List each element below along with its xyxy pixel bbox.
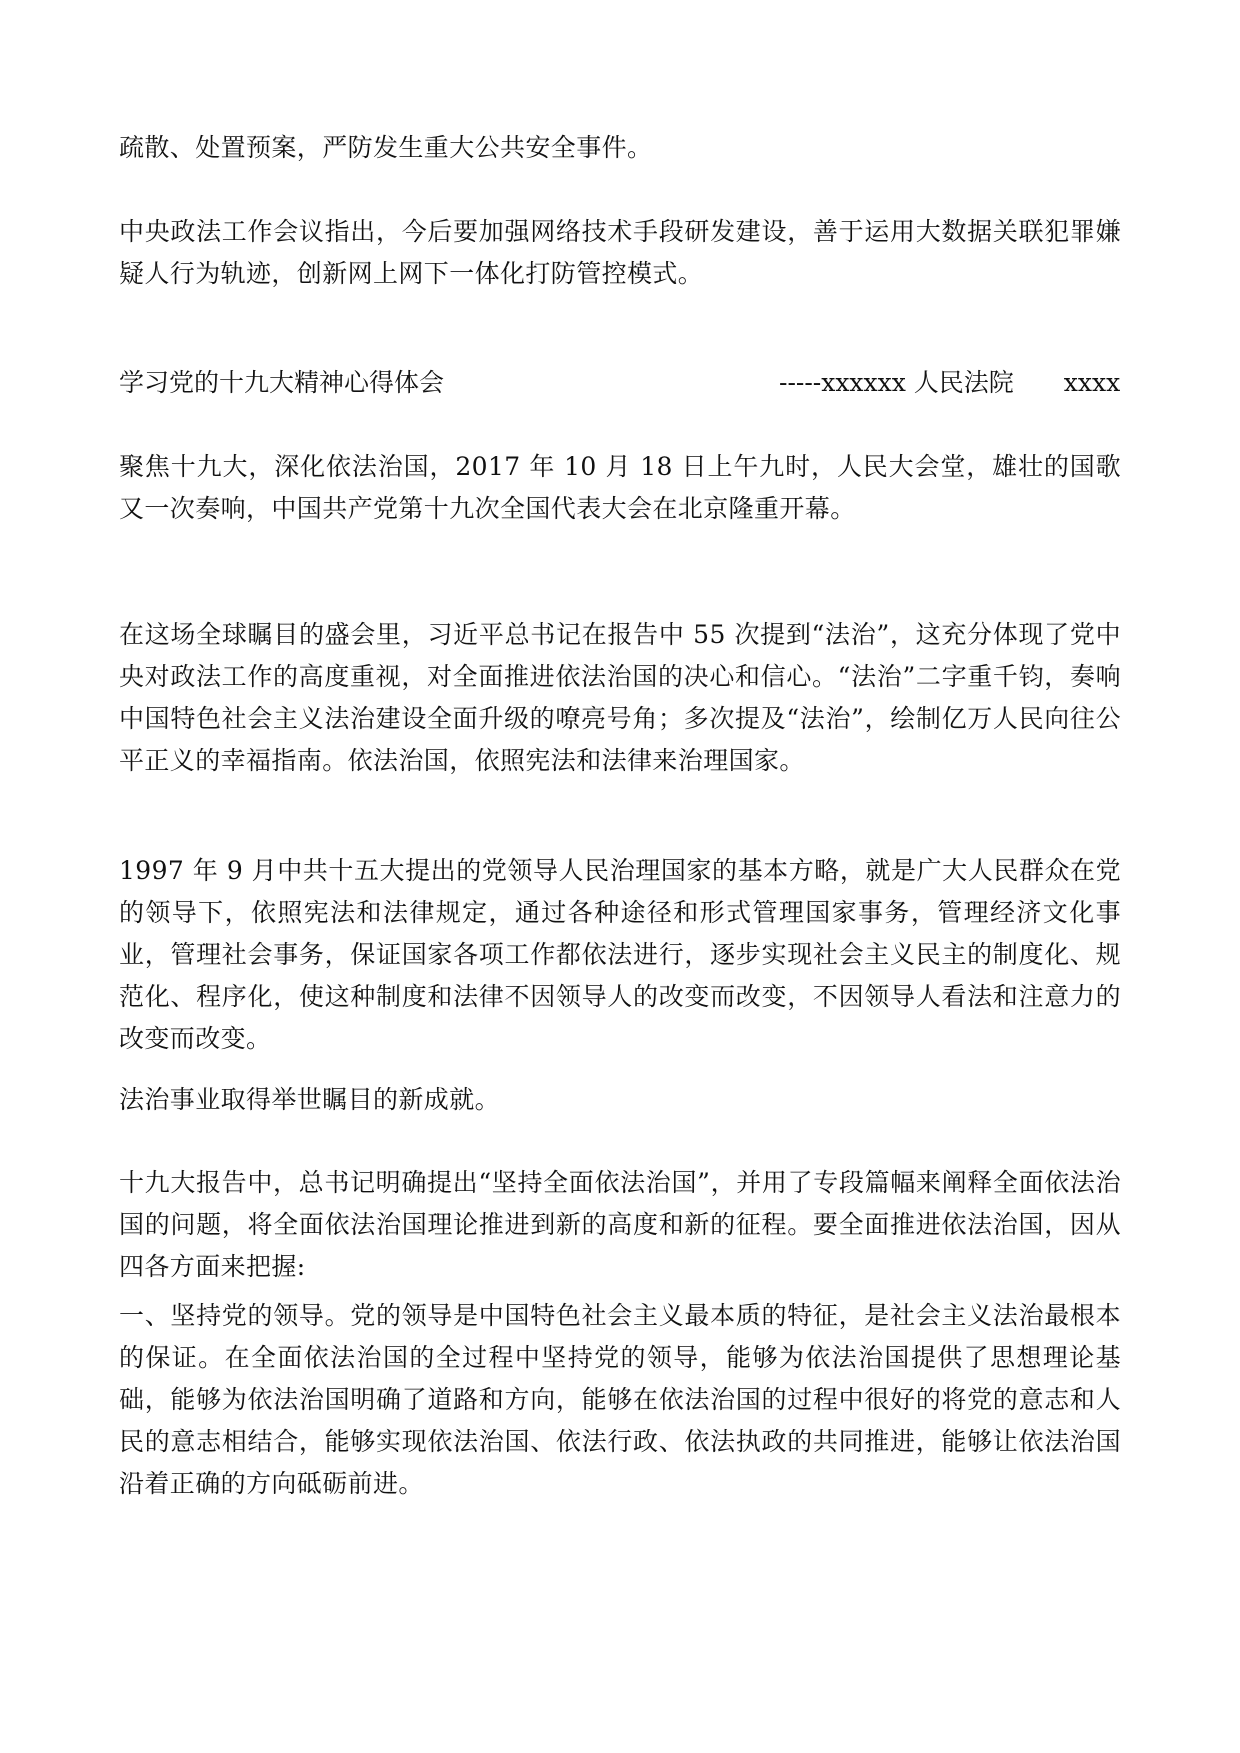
paragraph-2: 中央政法工作会议指出，今后要加强网络技术手段研发建设，善于运用大数据关联犯罪嫌疑人行为轨迹，创新网上网下一体化打防管控模式。 [119,217,1121,288]
article-byline: -----xxxxxx 人民法院 xxxx [779,368,1121,397]
paragraph-3: 聚焦十九大，深化依法治国，2017 年 10 月 18 日上午九时，人民大会堂，雄壮的国歌又一次奏响，中国共产党第十九次全国代表大会在北京隆重开幕。 [119,452,1121,523]
article-title-row [119,362,1121,404]
paragraph-8: 一、坚持党的领导。党的领导是中国特色社会主义最本质的特征，是社会主义法治最根本的保证。在全面依法治国的全过程中坚持党的领导，能够为依法治国提供了思想理论基础，能够为依法治国明确了道路和方向，能够在依法治国的过程中很好的将党的意志和人民的意志相结合，能够实现依法治国、依法行政、依法执政的共同推进，能够让依法治国沿着正确的方向砥砺前进。 [119,1301,1121,1498]
paragraph-5: 1997 年 9 月中共十五大提出的党领导人民治理国家的基本方略，就是广大人民群众在党的领导下，依照宪法和法律规定，通过各种途径和形式管理国家事务，管理经济文化事业，管理社会事务，保证国家各项工作都依法进行，逐步实现社会主义民主的制度化、规范化、程序化，使这种制度和法律不因领导人的改变而改变，不因领导人看法和注意力的改变而改变。 [119,856,1121,1053]
paragraph-6: 法治事业取得举世瞩目的新成就。 [119,1085,501,1114]
paragraph-4: 在这场全球瞩目的盛会里，习近平总书记在报告中 55 次提到“法治”，这充分体现了党中央对政法工作的高度重视，对全面推进依法治国的决心和信心。“法治”二字重千钧，奏响中国特色社会主义法治建设全面升级的嘹亮号角；多次提及“法治”，绘制亿万人民向往公平正义的幸福指南。依法治国，依照宪法和法律来治理国家。 [119,620,1121,775]
paragraph-7: 十九大报告中，总书记明确提出“坚持全面依法治国”，并用了专段篇幅来阐释全面依法治国的问题，将全面依法治国理论推进到新的高度和新的征程。要全面推进依法治国，因从四各方面来把握: [119,1168,1121,1281]
paragraph-1: 疏散、处置预案，严防发生重大公共安全事件。 [119,133,653,162]
article-title: 学习党的十九大精神心得体会 [119,368,445,397]
